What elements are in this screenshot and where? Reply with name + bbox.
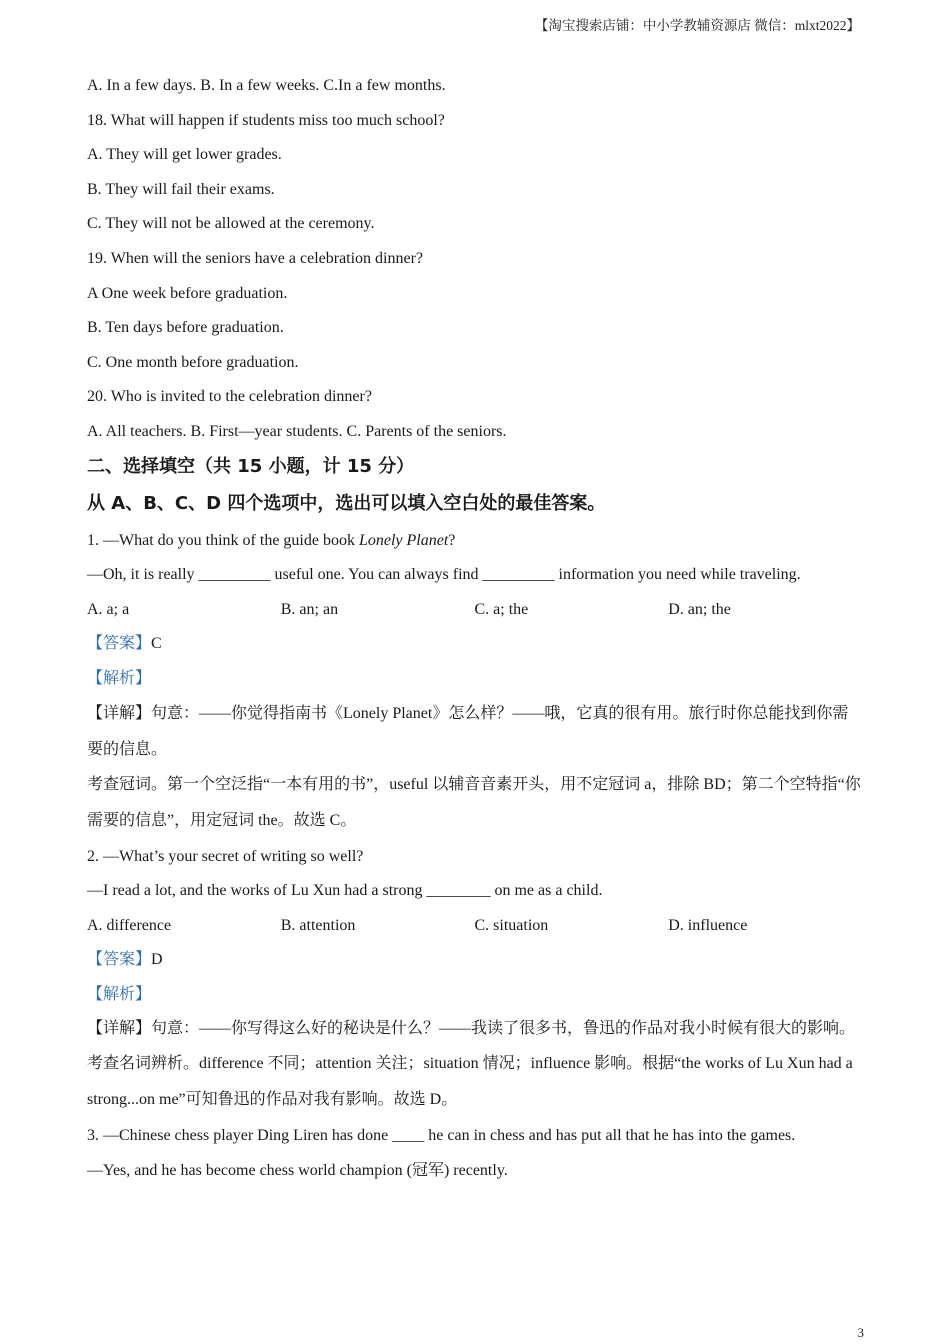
q1-detail bbox=[87, 696, 862, 768]
q2-answer bbox=[87, 948, 862, 983]
q18-option-b: B. They will fail their exams. bbox=[87, 180, 275, 198]
q1-pre: 1. —What do you think of the guide book bbox=[87, 531, 359, 549]
q19-question: 19. When will the seniors have a celebration dinner? bbox=[87, 249, 424, 267]
q20-options: A. All teachers. B. First—year students. C. Parents of the seniors. bbox=[87, 422, 507, 440]
detail-tag: 【详解】 bbox=[87, 1020, 152, 1038]
q1-option-a: A. a; a bbox=[87, 600, 130, 618]
q17-options: A. In a few days. B. In a few weeks. C.In a few months. bbox=[87, 77, 446, 94]
page-number: 3 bbox=[857, 1325, 864, 1340]
q2-option-c: C. situation bbox=[474, 916, 549, 934]
q1-explain: 考查冠词。第一个空泛指“一本有用的书”，useful 以辅音音素开头，用不定冠词 a，排除 BD；第二个空特指“你需要的信息”，用定冠词 the。故选 C。 bbox=[87, 775, 861, 829]
q20-question: 20. Who is invited to the celebration dinner? bbox=[87, 388, 372, 406]
q2-options bbox=[87, 914, 862, 949]
q2-answer-value: D bbox=[151, 951, 163, 969]
q19-option-c: C. One month before graduation. bbox=[87, 353, 299, 371]
section-title: 二、选择填空（共 15 小题，计 15 分） bbox=[87, 455, 415, 477]
q1-book-title: Lonely Planet bbox=[358, 531, 449, 549]
q3-question: 3. —Chinese chess player Ding Liren has done ____ he can in chess and has put all that he has into the games. bbox=[87, 1127, 796, 1145]
q2-explain: 考查名词辨析。difference 不同；attention 关注；situation 情况；influence 影响。根据“the works of Lu Xun had a strong...on me”可知鲁迅的作品对我有影响。故选 D。 bbox=[87, 1055, 853, 1109]
q18-question: 18. What will happen if students miss too much school? bbox=[87, 111, 445, 129]
q1-question bbox=[87, 529, 862, 564]
page-header: 【淘宝搜索店铺：中小学教辅资源店 微信：mlxt2022】 bbox=[534, 18, 860, 33]
answer-tag: 【答案】 bbox=[87, 951, 152, 969]
q1-answer bbox=[87, 632, 862, 667]
q2-response: —I read a lot, and the works of Lu Xun had a strong ________ on me as a child. bbox=[87, 882, 603, 900]
q1-option-d: D. an; the bbox=[668, 600, 731, 618]
q18-option-c: C. They will not be allowed at the ceremony. bbox=[87, 215, 375, 233]
q18-option-a: A. They will get lower grades. bbox=[87, 146, 282, 164]
q3-response: —Yes, and he has become chess world champion (冠军) recently. bbox=[87, 1162, 508, 1180]
q1-detail-text: 句意：——你觉得指南书《Lonely Planet》怎么样？——哦，它真的很有用。旅行时你总能找到你需要的信息。 bbox=[87, 704, 849, 758]
q1-response: —Oh, it is really _________ useful one. You can always find _________ information you need while traveling. bbox=[87, 566, 801, 584]
q2-option-a: A. difference bbox=[87, 916, 172, 934]
q1-option-c: C. a; the bbox=[474, 600, 529, 618]
q2-detail bbox=[87, 1011, 862, 1047]
q2-option-b: B. attention bbox=[280, 916, 356, 934]
q19-option-a: A One week before graduation. bbox=[87, 284, 288, 302]
q2-question: 2. —What’s your secret of writing so well? bbox=[87, 847, 364, 865]
analysis-tag: 【解析】 bbox=[87, 669, 152, 687]
q1-option-b: B. an; an bbox=[280, 600, 339, 618]
q1-options bbox=[87, 598, 862, 633]
q2-detail-text: 句意：——你写得这么好的秘诀是什么？——我读了很多书，鲁迅的作品对我小时候有很大的影响。 bbox=[151, 1020, 856, 1038]
document-body bbox=[87, 74, 862, 1194]
analysis-tag: 【解析】 bbox=[87, 985, 152, 1003]
section-instruction: 从 A、B、C、D 四个选项中，选出可以填入空白处的最佳答案。 bbox=[87, 492, 606, 514]
detail-tag: 【详解】 bbox=[87, 704, 152, 722]
q19-option-b: B. Ten days before graduation. bbox=[87, 319, 284, 337]
answer-tag: 【答案】 bbox=[87, 635, 152, 653]
q1-post: ? bbox=[448, 531, 456, 549]
q1-answer-value: C bbox=[151, 635, 162, 653]
q2-option-d: D. influence bbox=[668, 916, 748, 934]
